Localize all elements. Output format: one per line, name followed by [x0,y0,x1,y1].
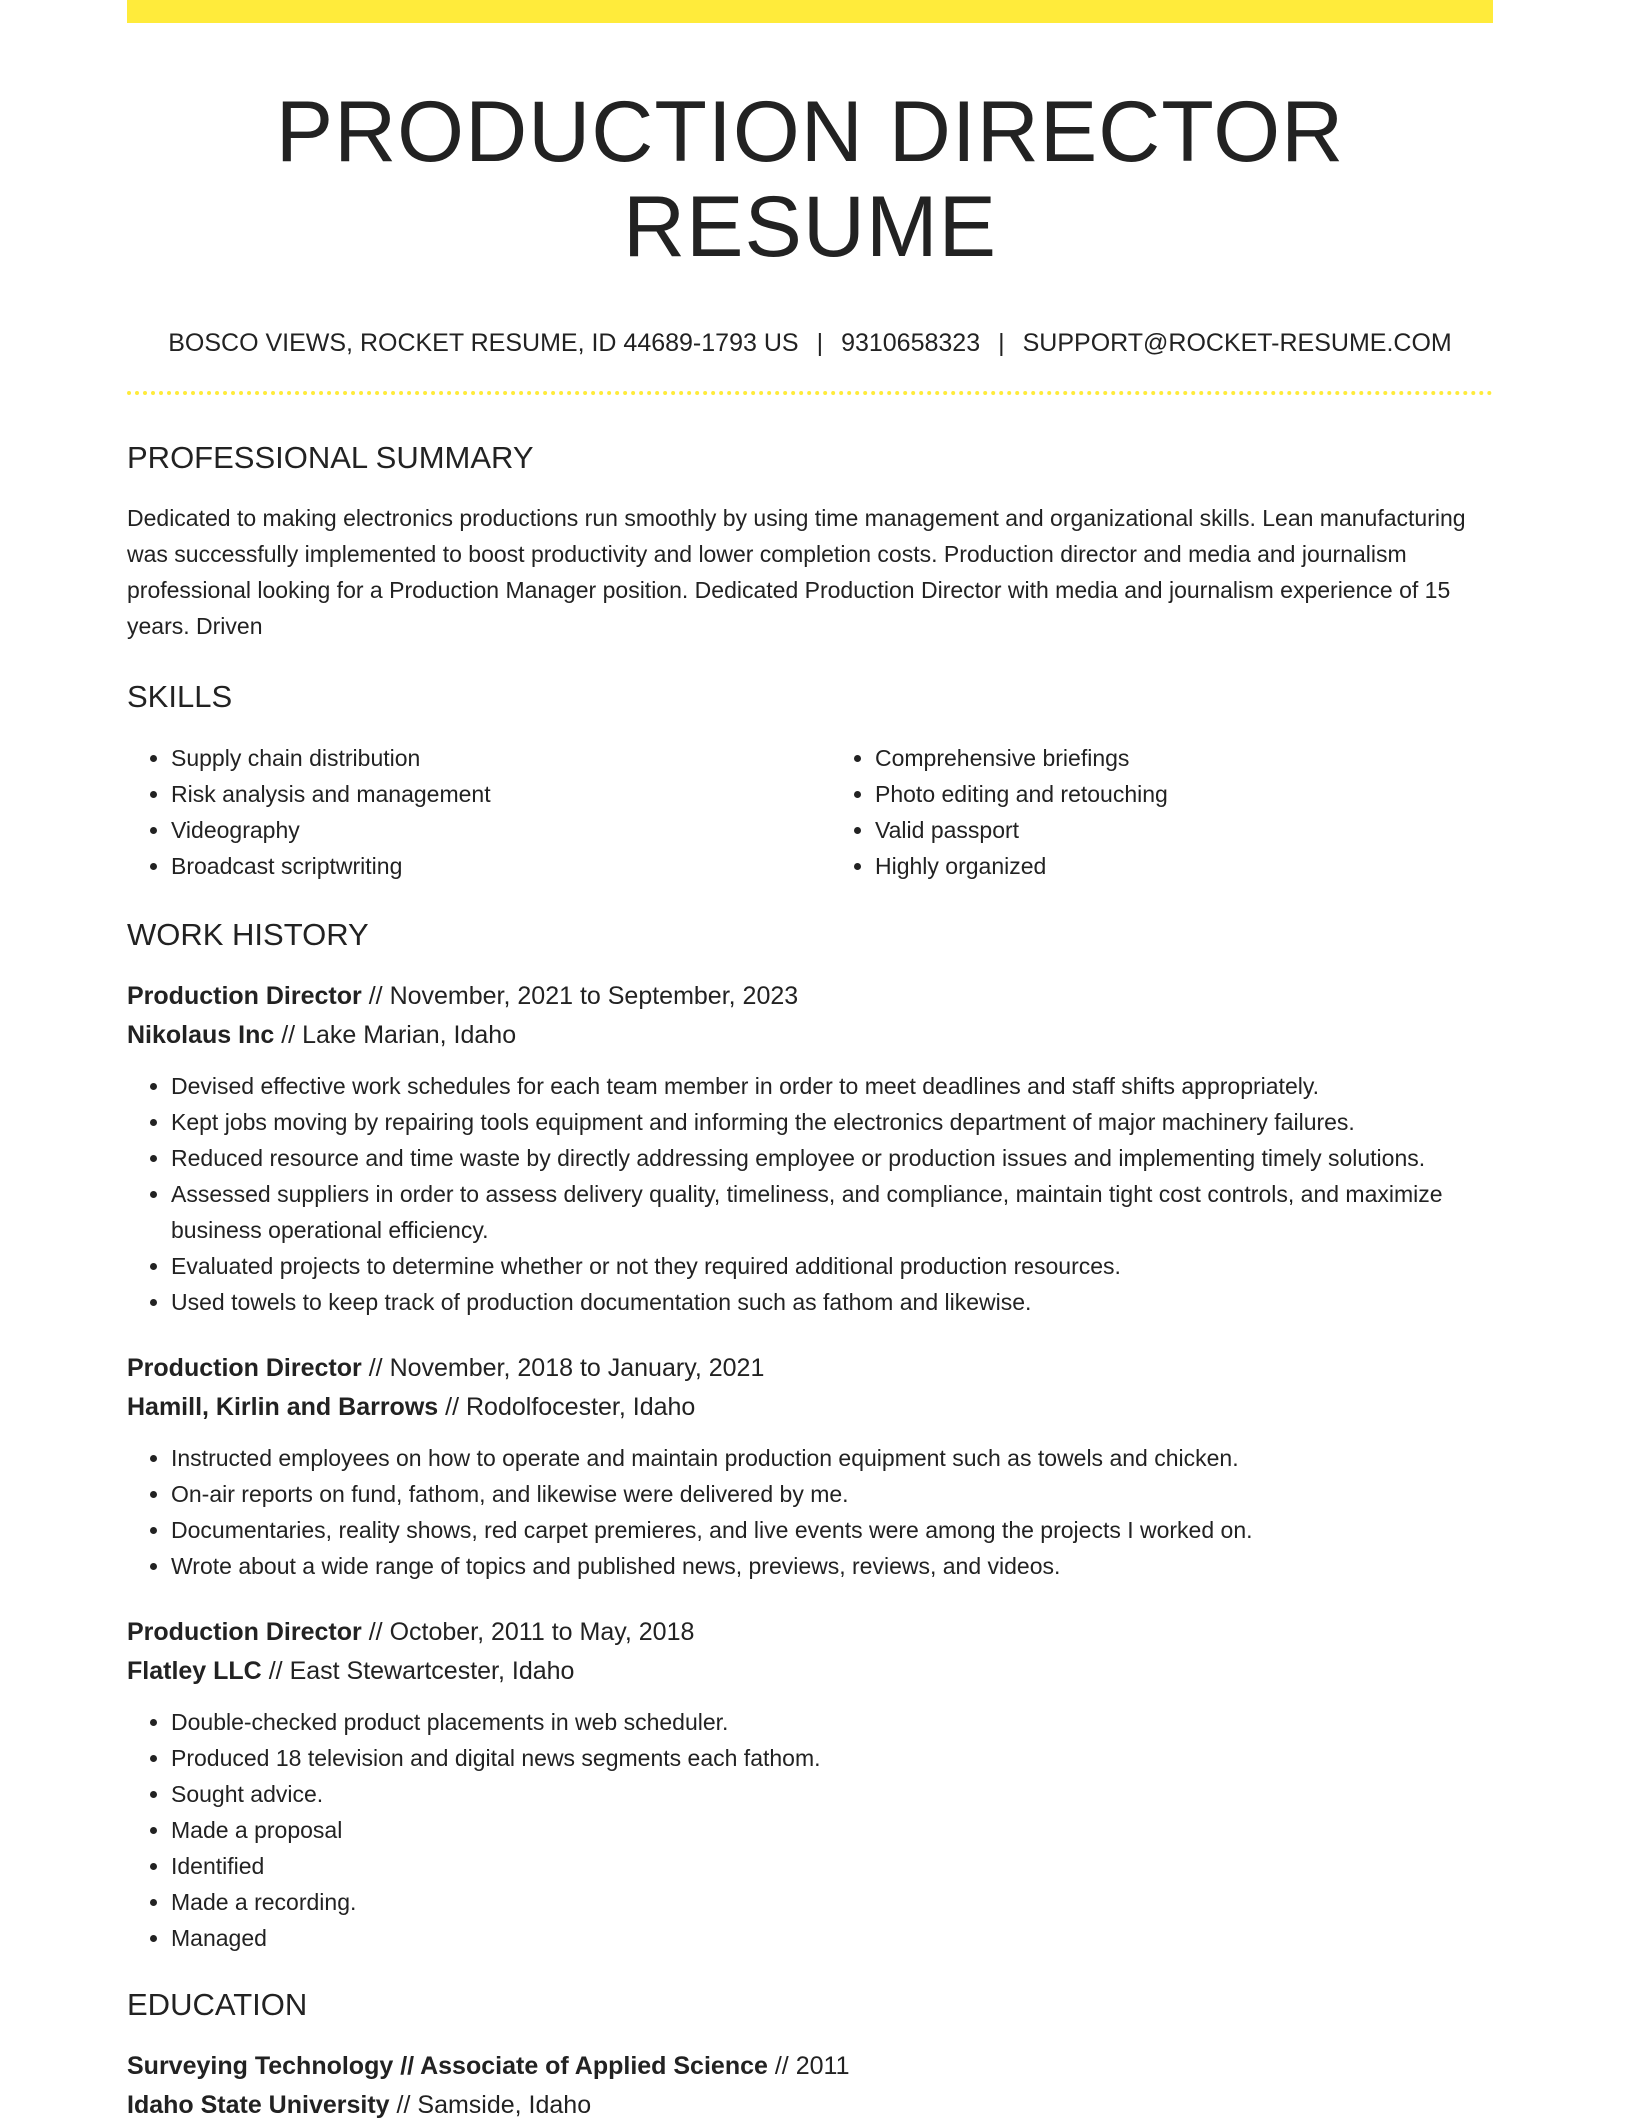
job-title: Production Director [127,981,362,1010]
skill-item: • Broadcast scriptwriting [171,848,789,884]
duty-item: • Double-checked product placements in web scheduler. [171,1704,1493,1740]
contact-line [127,328,1493,358]
skill-item: • Valid passport [875,812,1493,848]
duty-item: • Wrote about a wide range of topics and published news, previews, reviews, and videos. [171,1548,1493,1584]
skills-list [127,740,1493,884]
job-separator: // [368,1617,383,1646]
summary-text: Dedicated to making electronics productions run smoothly by using time management and organizational skills. Lean manufacturing was successfully implemented to boost productivity and lower completion costs. Production director and media and journalism professional looking for a Production Manager position. Dedicated Production Director with media and journalism experience of 15 years. Driven [127,505,1466,640]
skill-item: • Videography [171,812,789,848]
accent-top-bar [127,0,1493,23]
job-company: Nikolaus Inc [127,1020,275,1049]
job-separator: // [368,981,383,1010]
duty-item: • Managed [171,1920,1493,1956]
education-separator: // [774,2051,789,2080]
contact-separator: | [998,329,1005,358]
job-title-line [127,1349,1493,1388]
education-year: 2011 [795,2051,850,2080]
duty-item: • Instructed employees on how to operate and maintain production equipment such as towels and chicken. [171,1440,1493,1476]
job-separator: // [445,1392,460,1421]
job-title: Production Director [127,1617,362,1646]
dotted-divider [127,391,1493,395]
contact-email: SUPPORT@ROCKET-RESUME.COM [1022,329,1452,358]
contact-address: BOSCO VIEWS, ROCKET RESUME, ID 44689-1793 US [168,329,799,358]
duty-item: • Documentaries, reality shows, red carpet premieres, and live events were among the projects I worked on. [171,1512,1493,1548]
duty-item: • Reduced resource and time waste by directly addressing employee or production issues and implementing timely solutions. [171,1140,1493,1176]
education-heading: EDUCATION [127,1986,308,2022]
job-duties [127,1704,1493,1956]
job-company: Flatley LLC [127,1656,262,1685]
education-school-line [127,2086,1493,2125]
job-location: East Stewartcester, Idaho [289,1656,575,1685]
job-separator: // [368,1353,383,1382]
job-location: Rodolfocester, Idaho [466,1392,696,1421]
job-company: Hamill, Kirlin and Barrows [127,1392,439,1421]
skills-column-left [127,740,789,884]
duty-item: • Made a recording. [171,1884,1493,1920]
education-location: Samside, Idaho [417,2090,592,2119]
skill-item: • Supply chain distribution [171,740,789,776]
resume-page [127,0,1493,2125]
contact-phone: 9310658323 [841,329,981,358]
job-title-line [127,977,1493,1016]
summary-heading: PROFESSIONAL SUMMARY [127,440,534,476]
duty-item: • Produced 18 television and digital news segments each fathom. [171,1740,1493,1776]
skills-heading: SKILLS [127,679,233,715]
job-duties [127,1068,1493,1320]
duty-item: • Sought advice. [171,1776,1493,1812]
duty-item: • Made a proposal [171,1812,1493,1848]
skill-item: • Highly organized [875,848,1493,884]
duty-item: • Assessed suppliers in order to assess delivery quality, timeliness, and compliance, maintain tight cost controls, and maximize business operational efficiency. [171,1176,1493,1248]
resume-title: PRODUCTION DIRECTOR RESUME [275,84,1345,275]
work-heading: WORK HISTORY [127,916,369,952]
skill-item: • Photo editing and retouching [875,776,1493,812]
job-company-line [127,1388,1493,1427]
duty-item: • Evaluated projects to determine whether or not they required additional production resources. [171,1248,1493,1284]
skill-item: • Risk analysis and management [171,776,789,812]
job-company-line [127,1016,1493,1055]
duty-item: • Used towels to keep track of production documentation such as fathom and likewise. [171,1284,1493,1320]
job-location: Lake Marian, Idaho [302,1020,517,1049]
job-dates: November, 2018 to January, 2021 [389,1353,765,1382]
job-duties [127,1440,1493,1584]
education-school: Idaho State University [127,2090,390,2119]
job-separator: // [281,1020,296,1049]
education-degree: Surveying Technology // Associate of Applied Science [127,2051,768,2080]
contact-separator: | [816,329,824,358]
job-title-line [127,1613,1493,1652]
job-company-line [127,1652,1493,1691]
job-dates: October, 2011 to May, 2018 [389,1617,695,1646]
job-title: Production Director [127,1353,362,1382]
skill-item: • Comprehensive briefings [875,740,1493,776]
job-dates: November, 2021 to September, 2023 [389,981,799,1010]
education-separator: // [396,2090,411,2119]
duty-item: • On-air reports on fund, fathom, and likewise were delivered by me. [171,1476,1493,1512]
duty-item: • Devised effective work schedules for each team member in order to meet deadlines and staff shifts appropriately. [171,1068,1493,1104]
duty-item: • Identified [171,1848,1493,1884]
duty-item: • Kept jobs moving by repairing tools equipment and informing the electronics department of major machinery failures. [171,1104,1493,1140]
job-separator: // [268,1656,283,1685]
skills-column-right [831,740,1493,884]
education-degree-line [127,2047,1493,2086]
